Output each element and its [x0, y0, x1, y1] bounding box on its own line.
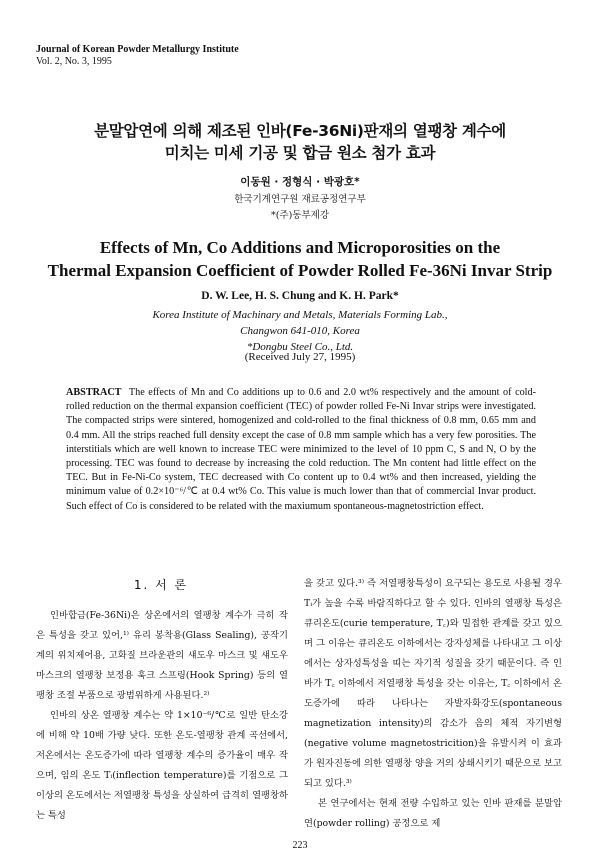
english-title [20, 236, 580, 282]
received-date: (Received July 27, 1995) [244, 351, 356, 363]
english-affiliation-line-1: Korea Institute of Machinary and Metals, Materials Forming Lab., [152, 309, 448, 321]
section-heading: 1. 서 론 [133, 578, 189, 592]
right-paragraph-1: 을 갖고 있다.³⁾ 즉 저열팽창특성이 요구되는 용도로 사용될 경우 Tᵢ가 높을 수록 바람직하다고 할 수 있다. 인바의 열팽창 특성은 큐리온도(curie temperature, T꜀)와 밀접한 관계를 갖고 있으며 그 이유는 큐리온도 이하에서는 강자성체를 나타내고 그 이상에서는 상자성특성을 띠는 자기적 성질을 갖기 때문이다. 즉 인바가 T꜀ 이하에서 저열팽창 특성을 갖는 이유는, T꜀ 이하에서 온도증가에 따라 나타나는 자발자화강도(spontaneous magnetization intensity)의 감소가 음의 체적 자기변형(negative volume magnetostricition)을 유발시켜 이 효과가 원자진동에 의한 열팽창 양을 거의 상쇄시키기 때문으로 보고되고 있다.³⁾ [304, 578, 562, 789]
english-authors: D. W. Lee, H. S. Chung and K. H. Park* [201, 290, 399, 302]
left-paragraph-1: 인바합금(Fe-36Ni)은 상온에서의 열팽창 계수가 극히 작은 특성을 갖고 있어,¹⁾ 유리 봉착용(Glass Sealing), 공작기계의 위치제어용, 고화질 브라운관의 섀도우 마스크 및 섀도우 마스크의 열팽창 보정용 훅크 스프링(Hook Spring) 등의 열팽창 조절 부품으로 광범위하게 사용된다.²⁾ [36, 610, 288, 701]
korean-title-line-2: 미치는 미세 기공 및 합금 원소 첨가 효과 [164, 144, 436, 162]
journal-header [36, 44, 239, 68]
abstract-text: The effects of Mn and Co additions up to 0.6 and 2.0 wt% respectively and the amount of cold-rolled reduction on the thermal expansion coefficient (TEC) of powder rolled Fe-Ni Invar strips were investigated. The compacted strips were sintered, homogenized and cold-rolled to the final thickness of 0.8 mm, 0.65 mm and 0.4 mm. All the strips reached full density except the case of 0.8 mm sample which has a very few porosities. The interstitials which are well known to increase TEC were minimized to the level of 10 ppm C, S and N, O by the processing. TEC was found to decrease by increasing the cold reduction. The Mn content had little effect on the TEC. But in Fe-Ni-Co system, TEC decreased with Co content up to 0.4 wt% and then increased, yielding the minimum value of 0.2×10⁻⁶/℃ at 0.4 wt% Co. This value is much lower than that of commercial Invar product. Such effect of Co is considered to be related with the maxiumum spontaneous-magnetostriction effect. [66, 387, 536, 512]
korean-affiliation-2: *(주)동부제강 [270, 210, 330, 221]
english-affiliation [0, 307, 600, 355]
journal-name: Journal of Korean Powder Metallurgy Institute [36, 44, 239, 55]
english-affiliation-line-2: Changwon 641-010, Korea [240, 325, 360, 337]
abstract-label: ABSTRACT [66, 387, 122, 398]
korean-title [40, 120, 560, 164]
journal-volume: Vol. 2, No. 3, 1995 [36, 56, 112, 67]
left-column [36, 606, 288, 826]
english-title-line-2: Thermal Expansion Coefficient of Powder Rolled Fe-36Ni Invar Strip [47, 261, 553, 280]
page-number: 223 [292, 840, 308, 851]
left-paragraph-2: 인바의 상온 열팽창 계수는 약 1×10⁻⁶/℃로 일반 탄소강에 비해 약 10배 가량 낮다. 또한 온도-열팽창 관계 곡선에서, 저온에서는 온도증가에 따라 열팽창 계수의 증가율이 매우 작으며, 임의 온도 Tᵢ(inflection temperature)를 기점으로 그 이상의 온도에서는 저열팽창 특성을 상실하여 급격히 열팽창하는 특성 [36, 710, 288, 821]
abstract [66, 386, 536, 514]
english-title-line-1: Effects of Mn, Co Additions and Microporosities on the [99, 238, 501, 257]
korean-authors: 이동원 · 정형식 · 박광호* [240, 176, 360, 188]
english-affiliation-line-3: *Dongbu Steel Co., Ltd. [246, 341, 354, 353]
korean-affiliation-1: 한국기계연구원 재료공정연구부 [234, 194, 366, 205]
korean-title-line-1: 분말압연에 의해 제조된 인바(Fe-36Ni)판재의 열팽창 계수에 [94, 122, 506, 140]
right-paragraph-2: 본 연구에서는 현재 전량 수입하고 있는 인바 판재를 분말압연(powder rolling) 공정으로 제 [304, 798, 562, 829]
right-column [304, 574, 562, 834]
